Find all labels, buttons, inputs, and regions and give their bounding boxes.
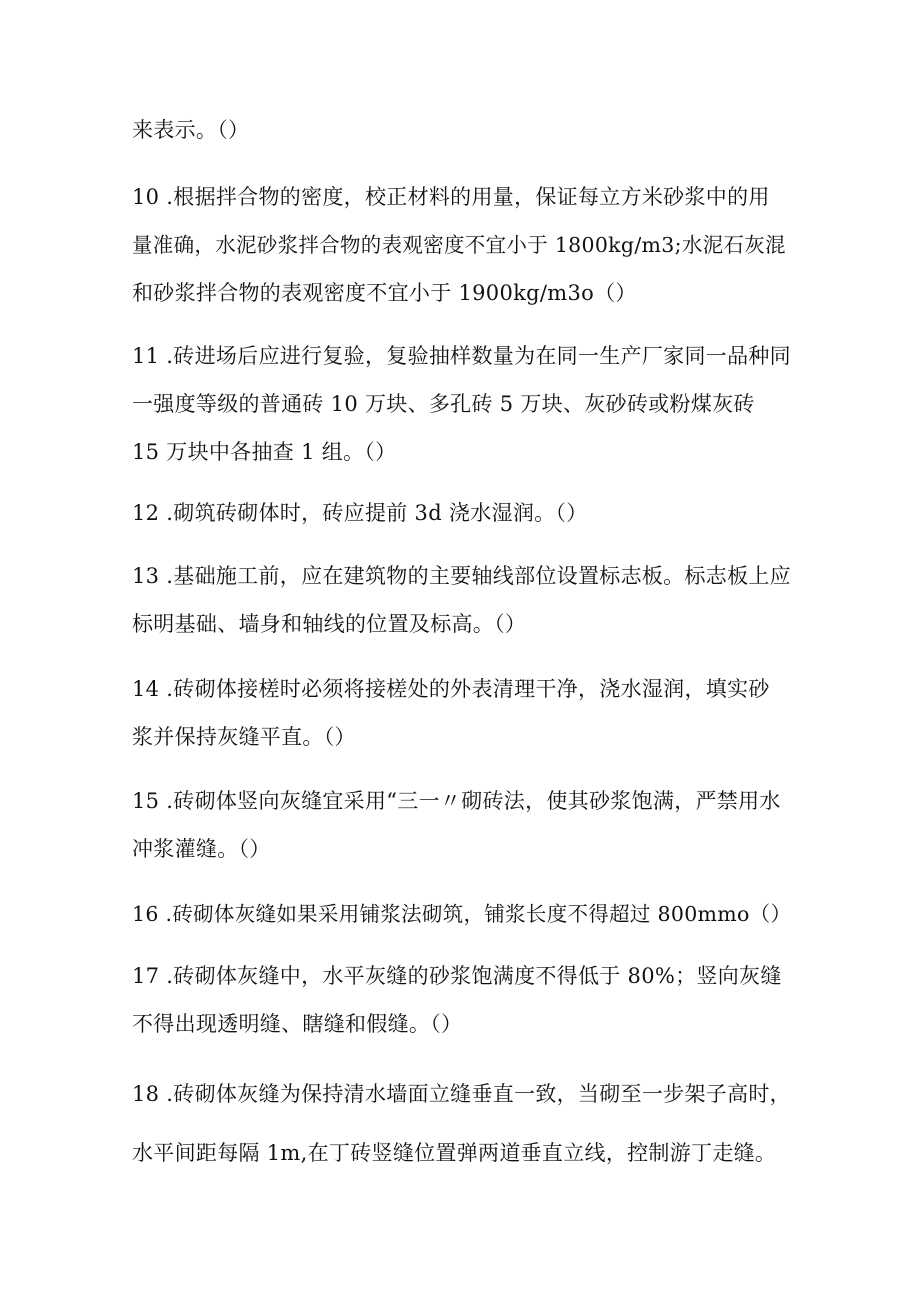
item-15-line-2: 冲浆灌缝。（） xyxy=(132,837,271,861)
item-18-line-2: 水平间距每隔 1m,在丁砖竖缝位置弹两道垂直立线，控制游丁走缝。 xyxy=(132,1141,777,1165)
item-13-line-1: 13 .基础施工前，应在建筑物的主要轴线部位设置标志板。标志板上应 xyxy=(132,564,791,588)
item-13-line-2: 标明基础、墙身和轴线的位置及标高。（） xyxy=(132,612,527,636)
item-10-line-2: 量准确，水泥砂浆拌合物的表观密度不宜小于 1800kg∕m3;水泥石灰混 xyxy=(132,233,786,257)
item-17-line-1: 17 .砖砌体灰缝中，水平灰缝的砂浆饱满度不得低于 80%；竖向灰缝 xyxy=(132,964,782,988)
item-11-line-2: 一强度等级的普通砖 10 万块、多孔砖 5 万块、灰砂砖或粉煤灰砖 xyxy=(132,392,755,416)
item-16-line-1: 16 .砖砌体灰缝如果采用铺浆法砌筑，铺浆长度不得超过 800mmo（） xyxy=(132,902,792,926)
item-17-line-2: 不得出现透明缝、瞎缝和假缝。（） xyxy=(132,1012,463,1036)
item-14-line-1: 14 .砖砌体接槎时必须将接槎处的外表清理干净，浇水湿润，填实砂 xyxy=(132,677,770,701)
item-10-line-1: 10 .根据拌合物的密度，校正材料的用量，保证每立方米砂浆中的用 xyxy=(132,185,770,209)
item-12-line-1: 12 .砌筑砖砌体时，砖应提前 3d 浇水湿润。（） xyxy=(132,501,588,525)
item-18-line-1: 18 .砖砌体灰缝为保持清水墙面立缝垂直一致，当砌至一步架子高时， xyxy=(132,1082,791,1106)
item-11-line-1: 11 .砖进场后应进行复验，复验抽样数量为在同一生产厂家同一品种同 xyxy=(132,344,791,368)
item-11-line-3: 15 万块中各抽查 1 组。（） xyxy=(132,440,397,464)
item-10-line-3: 和砂浆拌合物的表观密度不宜小于 1900kg∕m3o（） xyxy=(132,281,637,305)
item-15-line-1: 15 .砖砌体竖向灰缝宜采用“三一〃砌砖法，使其砂浆饱满，严禁用水 xyxy=(132,789,781,813)
text-line-continuation: 来表示。（） xyxy=(132,118,250,142)
item-14-line-2: 浆并保持灰缝平直。（） xyxy=(132,725,356,749)
